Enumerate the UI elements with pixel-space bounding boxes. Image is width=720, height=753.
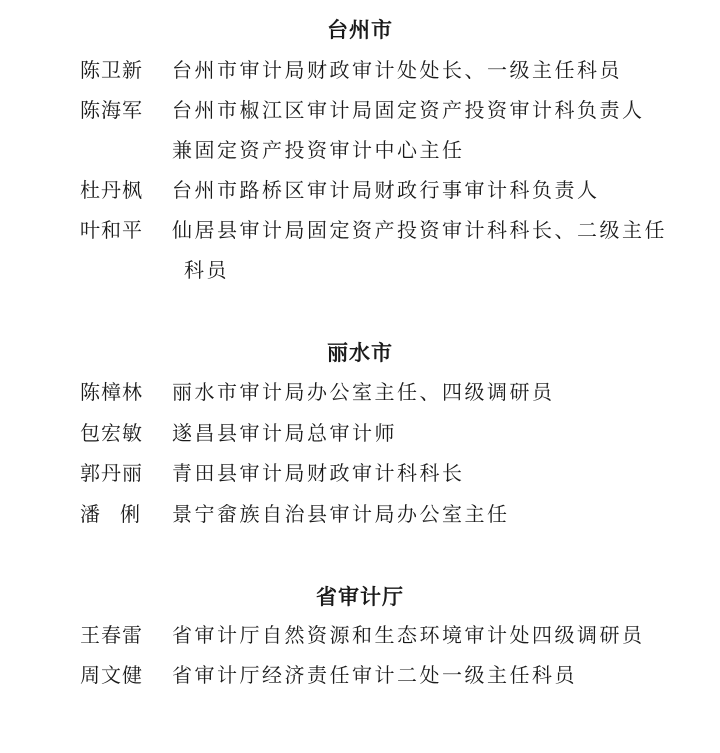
member-name: 陈海军 [80, 98, 143, 122]
member-duty [172, 210, 692, 290]
member-duty [172, 372, 692, 412]
member-name: 郭丹丽 [80, 461, 143, 485]
member-duty [172, 90, 692, 170]
section-title-lishui: 丽水市 [327, 341, 393, 365]
member-duty [172, 413, 692, 453]
member-duty [172, 170, 692, 210]
duty-line: 景宁畲族自治县审计局办公室主任 [172, 502, 510, 526]
member-name: 王春雷 [80, 623, 143, 647]
duty-line: 仙居县审计局固定资产投资审计科科长、二级主任 [172, 218, 667, 242]
member-name: 潘 俐 [80, 502, 140, 526]
section-title-provincial-audit-office: 省审计厅 [316, 585, 404, 609]
member-name: 陈卫新 [80, 58, 143, 82]
member-name: 周文健 [80, 663, 143, 687]
duty-line: 台州市审计局财政审计处处长、一级主任科员 [172, 58, 622, 82]
duty-line: 遂昌县审计局总审计师 [172, 421, 397, 445]
duty-line: 兼固定资产投资审计中心主任 [172, 138, 465, 162]
member-duty [172, 494, 692, 534]
duty-line: 省审计厅自然资源和生态环境审计处四级调研员 [172, 623, 645, 647]
member-name: 陈樟林 [80, 380, 143, 404]
member-name: 叶和平 [80, 218, 143, 242]
duty-line: 丽水市审计局办公室主任、四级调研员 [172, 380, 555, 404]
member-duty [172, 655, 692, 695]
duty-line: 台州市路桥区审计局财政行事审计科负责人 [172, 178, 600, 202]
section-title-taizhou: 台州市 [327, 18, 393, 42]
duty-line: 科员 [184, 258, 229, 282]
duty-line: 台州市椒江区审计局固定资产投资审计科负责人 [172, 98, 645, 122]
member-duty [172, 453, 692, 493]
member-name: 包宏敏 [80, 421, 143, 445]
duty-line: 青田县审计局财政审计科科长 [172, 461, 465, 485]
member-duty [172, 50, 692, 90]
member-duty [172, 615, 692, 655]
member-name: 杜丹枫 [80, 178, 143, 202]
duty-line: 省审计厅经济责任审计二处一级主任科员 [172, 663, 577, 687]
